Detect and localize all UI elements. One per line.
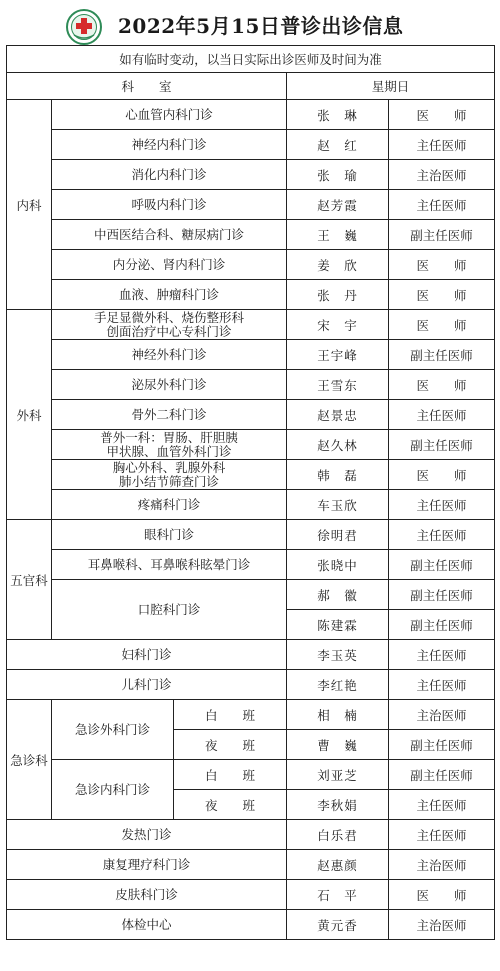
header-department: 科 室 xyxy=(7,73,287,100)
doctor-name: 王宇峰 xyxy=(287,340,389,370)
doctor-title: 医 师 xyxy=(389,100,495,130)
doctor-title: 主任医师 xyxy=(389,490,495,520)
doctor-title: 副主任医师 xyxy=(389,430,495,460)
shift-cell: 白 班 xyxy=(174,760,287,790)
notice-text: 如有临时变动，以当日实际出诊医师及时间为准 xyxy=(7,46,495,73)
hospital-logo-icon xyxy=(66,9,102,45)
department-cell: 急诊外科门诊 xyxy=(52,700,174,760)
doctor-title: 主任医师 xyxy=(389,520,495,550)
department-cell: 口腔科门诊 xyxy=(52,580,287,640)
doctor-name: 张晓中 xyxy=(287,550,389,580)
doctor-title: 主任医师 xyxy=(389,790,495,820)
doctor-name: 刘亚芝 xyxy=(287,760,389,790)
doctor-title: 主治医师 xyxy=(389,160,495,190)
department-cell: 发热门诊 xyxy=(7,820,287,850)
doctor-title: 副主任医师 xyxy=(389,760,495,790)
doctor-name: 徐明君 xyxy=(287,520,389,550)
shift-cell: 夜 班 xyxy=(174,730,287,760)
shift-cell: 夜 班 xyxy=(174,790,287,820)
department-cell: 骨外二科门诊 xyxy=(52,400,287,430)
doctor-title: 医 师 xyxy=(389,280,495,310)
department-cell: 妇科门诊 xyxy=(7,640,287,670)
department-cell: 耳鼻喉科、耳鼻喉科眩晕门诊 xyxy=(52,550,287,580)
page-title: 2022年5月15日普诊出诊信息 xyxy=(118,14,404,38)
doctor-name: 白乐君 xyxy=(287,820,389,850)
department-cell: 泌尿外科门诊 xyxy=(52,370,287,400)
doctor-name: 宋 宇 xyxy=(287,310,389,340)
doctor-name: 张 瑜 xyxy=(287,160,389,190)
doctor-title: 医 师 xyxy=(389,460,495,490)
department-cell: 急诊内科门诊 xyxy=(52,760,174,820)
department-cell: 心血管内科门诊 xyxy=(52,100,287,130)
group-internal-medicine: 内科 xyxy=(7,100,52,310)
doctor-name: 石 平 xyxy=(287,880,389,910)
doctor-title: 副主任医师 xyxy=(389,610,495,640)
doctor-name: 赵 红 xyxy=(287,130,389,160)
doctor-title: 副主任医师 xyxy=(389,580,495,610)
doctor-name: 黄元香 xyxy=(287,910,389,940)
doctor-name: 李玉英 xyxy=(287,640,389,670)
doctor-title: 主任医师 xyxy=(389,190,495,220)
doctor-title: 副主任医师 xyxy=(389,220,495,250)
doctor-title: 主任医师 xyxy=(389,130,495,160)
department-cell: 神经内科门诊 xyxy=(52,130,287,160)
doctor-title: 副主任医师 xyxy=(389,340,495,370)
department-cell: 胸心外科、乳腺外科 肺小结节筛查门诊 xyxy=(52,460,287,490)
group-surgery: 外科 xyxy=(7,310,52,520)
group-ent-ophthalmology: 五官科 xyxy=(7,520,52,640)
department-cell: 疼痛科门诊 xyxy=(52,490,287,520)
department-cell: 神经外科门诊 xyxy=(52,340,287,370)
doctor-title: 副主任医师 xyxy=(389,730,495,760)
department-cell: 消化内科门诊 xyxy=(52,160,287,190)
doctor-name: 赵久林 xyxy=(287,430,389,460)
doctor-name: 车玉欣 xyxy=(287,490,389,520)
department-cell: 内分泌、肾内科门诊 xyxy=(52,250,287,280)
department-cell: 手足显微外科、烧伤整形科 创面治疗中心专科门诊 xyxy=(52,310,287,340)
doctor-title: 医 师 xyxy=(389,370,495,400)
department-cell: 康复理疗科门诊 xyxy=(7,850,287,880)
doctor-name: 曹 巍 xyxy=(287,730,389,760)
schedule-table xyxy=(6,45,495,940)
doctor-title: 主任医师 xyxy=(389,640,495,670)
doctor-name: 王雪东 xyxy=(287,370,389,400)
department-cell: 眼科门诊 xyxy=(52,520,287,550)
doctor-title: 主任医师 xyxy=(389,820,495,850)
doctor-title: 医 师 xyxy=(389,250,495,280)
doctor-name: 赵惠颜 xyxy=(287,850,389,880)
doctor-title: 主任医师 xyxy=(389,670,495,700)
doctor-name: 姜 欣 xyxy=(287,250,389,280)
doctor-title: 副主任医师 xyxy=(389,550,495,580)
department-cell: 中西医结合科、糖尿病门诊 xyxy=(52,220,287,250)
doctor-title: 主任医师 xyxy=(389,400,495,430)
department-cell: 体检中心 xyxy=(7,910,287,940)
department-cell: 皮肤科门诊 xyxy=(7,880,287,910)
doctor-name: 张 丹 xyxy=(287,280,389,310)
header-weekday: 星期日 xyxy=(287,73,495,100)
department-cell: 普外一科：胃肠、肝胆胰 甲状腺、血管外科门诊 xyxy=(52,430,287,460)
doctor-name: 王 巍 xyxy=(287,220,389,250)
shift-cell: 白 班 xyxy=(174,700,287,730)
page-header xyxy=(0,0,500,44)
doctor-title: 主治医师 xyxy=(389,700,495,730)
doctor-name: 韩 磊 xyxy=(287,460,389,490)
doctor-name: 赵芳霞 xyxy=(287,190,389,220)
department-cell: 儿科门诊 xyxy=(7,670,287,700)
doctor-name: 郝 徽 xyxy=(287,580,389,610)
doctor-name: 陈建霖 xyxy=(287,610,389,640)
doctor-title: 医 师 xyxy=(389,310,495,340)
doctor-name: 赵景忠 xyxy=(287,400,389,430)
doctor-title: 医 师 xyxy=(389,880,495,910)
department-cell: 血液、肿瘤科门诊 xyxy=(52,280,287,310)
doctor-name: 李秋娟 xyxy=(287,790,389,820)
doctor-name: 张 琳 xyxy=(287,100,389,130)
doctor-title: 主治医师 xyxy=(389,910,495,940)
doctor-title: 主治医师 xyxy=(389,850,495,880)
group-emergency: 急诊科 xyxy=(7,700,52,820)
department-cell: 呼吸内科门诊 xyxy=(52,190,287,220)
doctor-name: 相 楠 xyxy=(287,700,389,730)
doctor-name: 李红艳 xyxy=(287,670,389,700)
